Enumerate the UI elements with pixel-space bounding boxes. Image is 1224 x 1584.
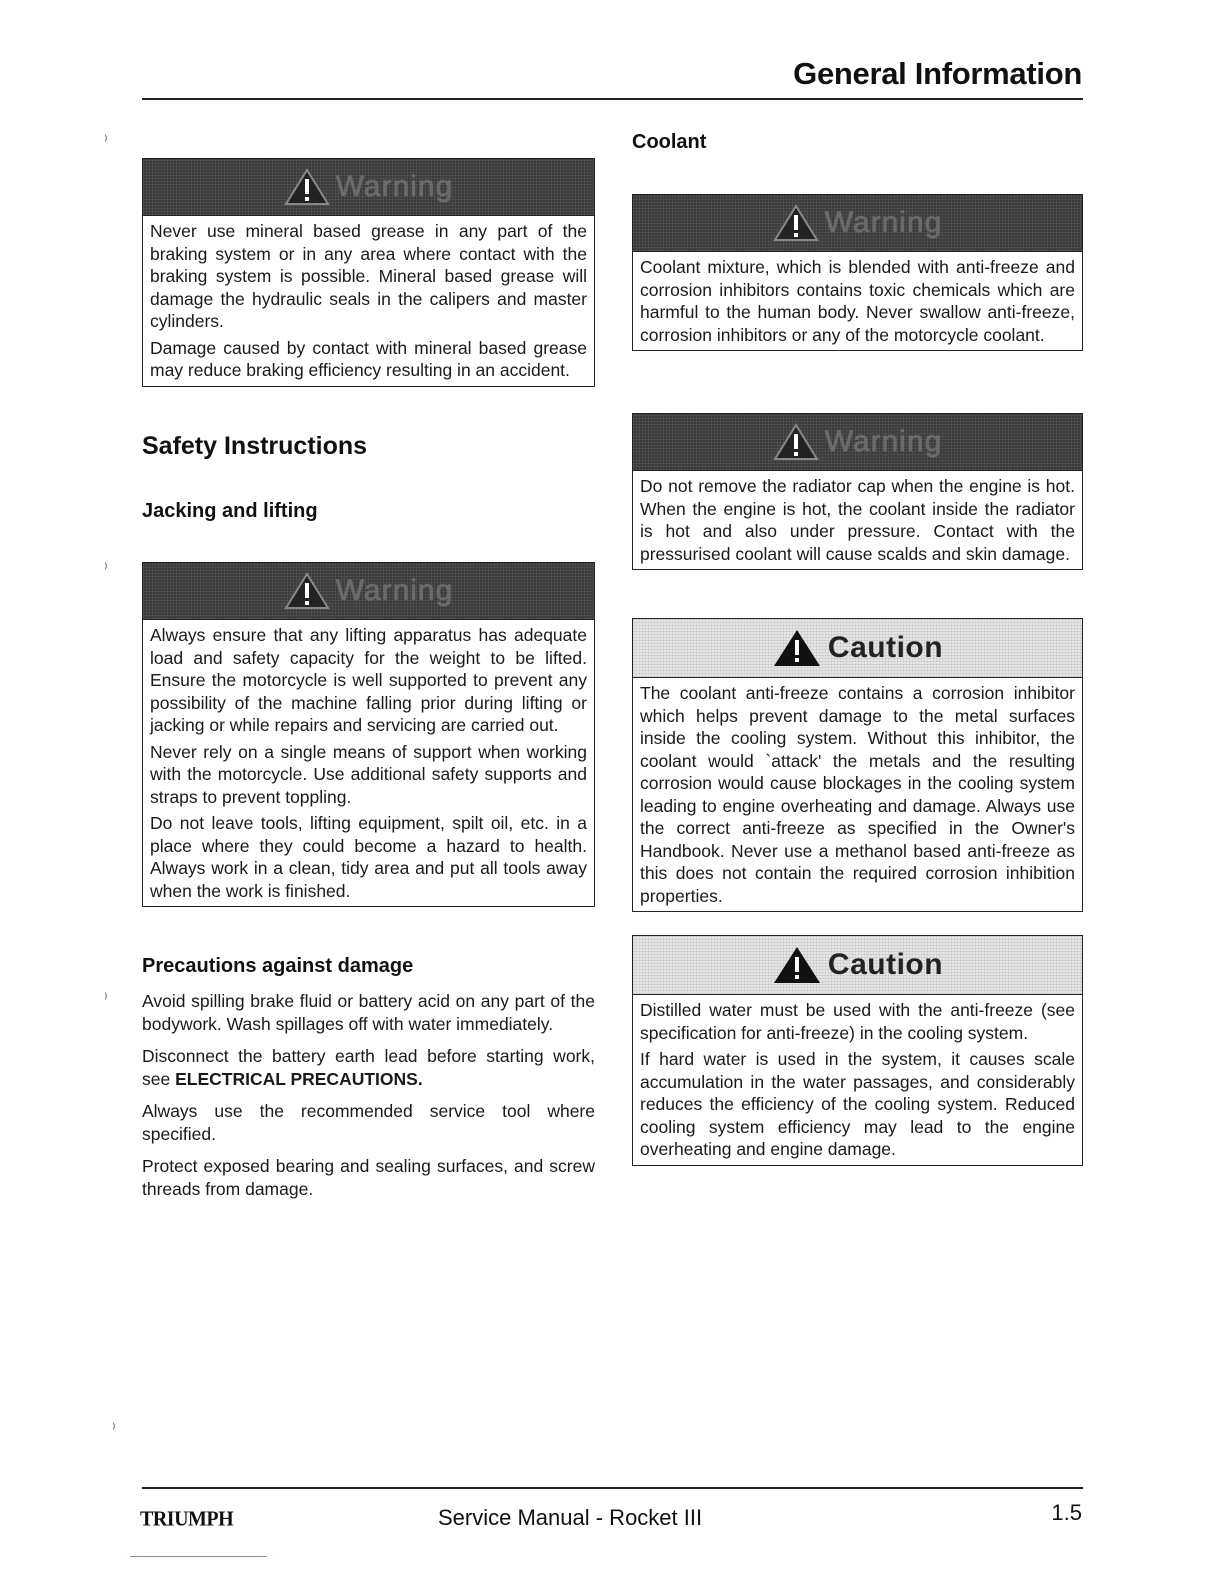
margin-mark: ⁾ [104, 132, 108, 148]
caution-text: Distilled water must be used with the anti-freeze (see specification for anti-freeze) in the cooling system. [640, 1000, 1075, 1043]
warning-text: Coolant mixture, which is blended with anti-freeze and corrosion inhibitors contains toxic chemicals which are harmful to the human body. Never swallow anti-freeze, corrosion inhibitors or any of the motorcycle coolant. [640, 257, 1075, 345]
warning-box-grease [142, 158, 595, 387]
footer-rule [142, 1487, 1083, 1489]
warning-banner [633, 195, 1082, 251]
footer-manual-title: Service Manual - Rocket III [438, 1505, 703, 1530]
caution-label: Caution [827, 631, 944, 664]
margin-mark: ⁾ [104, 990, 108, 1006]
warning-label: Warning [335, 574, 454, 607]
precautions-body [142, 990, 595, 1210]
electrical-precautions-reference: ELECTRICAL PRECAUTIONS. [175, 1068, 423, 1089]
warning-box-radiator [632, 413, 1083, 570]
warning-banner [143, 159, 594, 215]
warning-triangle-icon [284, 572, 330, 610]
caution-box-antifreeze [632, 618, 1083, 912]
triumph-logo: TRIUMPH [140, 1507, 234, 1531]
warning-text: Always ensure that any lifting apparatus has adequate load and safety capacity for the weight to be lifted. Ensure the motorcycle is well supported to prevent any possibility of the machine falling prior during lifting or jacking or while repairs and servicing are carried out. [150, 625, 587, 735]
warning-label: Warning [824, 206, 943, 239]
warning-triangle-icon [773, 423, 819, 461]
warning-box-coolant [632, 194, 1083, 351]
precaution-text: Always use the recommended service tool where specified. [142, 1101, 595, 1144]
warning-text: Damage caused by contact with mineral based grease may reduce braking efficiency resulting in an accident. [150, 337, 587, 380]
warning-label: Warning [335, 170, 454, 203]
subsection-title-coolant: Coolant [632, 131, 707, 153]
warning-text: Never rely on a single means of support when working with the motorcycle. Use additional safety supports and straps to prevent toppling. [150, 741, 587, 807]
caution-label: Caution [827, 948, 944, 981]
caution-text: If hard water is used in the system, it causes scale accumulation in the water passages, and considerably reduces the efficiency of the cooling system. Reduced cooling system efficiency may lead to the engine overheating and engine damage. [640, 1049, 1075, 1159]
section-title-safety: Safety Instructions [142, 432, 368, 460]
caution-triangle-icon [772, 628, 822, 668]
precaution-text: Protect exposed bearing and sealing surfaces, and screw threads from damage. [142, 1156, 595, 1199]
subsection-title-precautions: Precautions against damage [142, 955, 414, 977]
page-header-title: General Information [793, 56, 1082, 91]
caution-banner [633, 936, 1082, 995]
warning-triangle-icon [284, 168, 330, 206]
warning-triangle-icon [773, 204, 819, 242]
caution-text: The coolant anti-freeze contains a corrosion inhibitor which helps prevent damage to the metal surfaces inside the cooling system. Without this inhibitor, the coolant would `attack' the metals and the resulting corrosion would cause blockages in the cooling system leading to engine overheating and damage. Always use the correct anti-freeze as specified in the Owner's Handbook. Never use a methanol based anti-freeze as this does not contain the required corrosion inhibition properties. [640, 683, 1075, 906]
warning-banner [633, 414, 1082, 470]
caution-triangle-icon [772, 945, 822, 985]
margin-mark: ⁾ [112, 1420, 116, 1436]
warning-label: Warning [824, 425, 943, 458]
precaution-text: Avoid spilling brake fluid or battery acid on any part of the bodywork. Wash spillages off with water immediately. [142, 991, 595, 1034]
header-rule [142, 98, 1083, 100]
warning-text: Never use mineral based grease in any part of the braking system or in any area where contact with the braking system is possible. Mineral based grease will damage the hydraulic seals in the calipers and master cylinders. [150, 221, 587, 331]
warning-banner [143, 563, 594, 619]
caution-banner [633, 619, 1082, 678]
margin-mark: ⁾ [104, 560, 108, 576]
page-number: 1.5 [1051, 1500, 1082, 1525]
caution-box-water [632, 935, 1083, 1166]
warning-text: Do not leave tools, lifting equipment, spilt oil, etc. in a place where they could become a hazard to health. Always work in a clean, tidy area and put all tools away when the work is finished. [150, 813, 587, 901]
subsection-title-jacking: Jacking and lifting [142, 500, 318, 522]
precaution-text: Disconnect the battery earth lead before starting work, see ELECTRICAL PRECAUTIONS. [142, 1046, 595, 1089]
warning-box-jacking [142, 562, 595, 907]
logo-underline [130, 1556, 267, 1557]
warning-text: Do not remove the radiator cap when the engine is hot. When the engine is hot, the coolant inside the radiator is hot and also under pressure. Contact with the pressurised coolant will cause scalds and skin damage. [640, 476, 1075, 564]
